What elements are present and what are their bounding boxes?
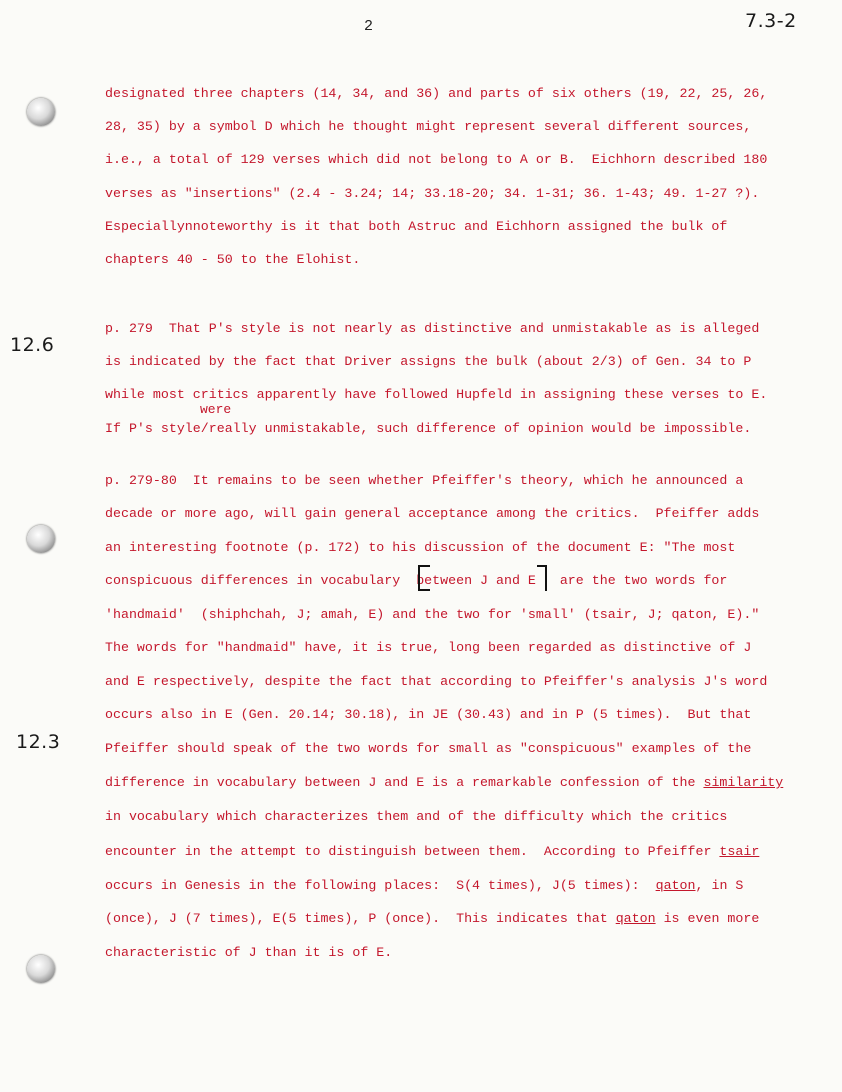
- text-span: encounter in the attempt to distinguish between them. According to Pfeiffer: [105, 844, 720, 859]
- text-span: occurs in Genesis in the following places: S(4 times), J(5 times):: [105, 878, 656, 893]
- text-line: occurs also in E (Gen. 20.14; 30.18), in JE (30.43) and in P (5 times). But that: [105, 707, 752, 722]
- text-line: If P's style/really unmistakable, such difference of opinion would be impossible.: [105, 421, 752, 436]
- text-span: difference in vocabulary between J and E is a remarkable confession of the: [105, 775, 704, 790]
- text-span: is even more: [655, 911, 760, 926]
- text-line: verses as "insertions" (2.4 - 3.24; 14; 33.18-20; 34. 1-31; 36. 1-43; 49. 1-27 ?).: [105, 186, 760, 201]
- text-line: an interesting footnote (p. 172) to his discussion of the document E: "The most: [105, 540, 736, 555]
- margin-note: 12.6: [10, 334, 55, 356]
- text-line: while most critics apparently have followed Hupfeld in assigning these verses to E.: [105, 387, 768, 402]
- text-span: , in S: [695, 878, 744, 893]
- text-line: Pfeiffer should speak of the two words for small as "conspicuous" examples of the: [105, 741, 752, 756]
- text-line: p. 279 That P's style is not nearly as distinctive and unmistakable as is alleged: [105, 321, 760, 336]
- text-line: The words for "handmaid" have, it is true, long been regarded as distinctive of J: [105, 640, 752, 655]
- text-line: characteristic of J than it is of E.: [105, 945, 393, 960]
- handwritten-bracket-left: [418, 565, 430, 591]
- text-line: 'handmaid' (shiphchah, J; amah, E) and the two for 'small' (tsair, J; qaton, E).": [105, 607, 760, 622]
- text-line: decade or more ago, will gain general acceptance among the critics. Pfeiffer adds: [105, 506, 760, 521]
- text-line: 28, 35) by a symbol D which he thought might represent several different sources,: [105, 119, 752, 134]
- page-number: 2: [364, 18, 374, 35]
- handwritten-reference: 7.3-2: [745, 10, 797, 32]
- text-line: p. 279-80 It remains to be seen whether Pfeiffer's theory, which he announced a: [105, 473, 744, 488]
- text-line: chapters 40 - 50 to the Elohist.: [105, 252, 361, 267]
- text-line: is indicated by the fact that Driver assigns the bulk (about 2/3) of Gen. 34 to P: [105, 354, 752, 369]
- text-line: in vocabulary which characterizes them and of the difficulty which the critics: [105, 809, 728, 824]
- punch-hole: [27, 525, 55, 553]
- handwritten-bracket-right: [537, 565, 547, 591]
- text-line: [105, 911, 759, 927]
- text-line: designated three chapters (14, 34, and 36) and parts of six others (19, 22, 25, 26,: [105, 86, 768, 101]
- underlined-word: qaton: [655, 878, 696, 893]
- text-line: i.e., a total of 129 verses which did not belong to A or B. Eichhorn described 180: [105, 152, 768, 167]
- underlined-word: tsair: [719, 844, 760, 859]
- margin-note: 12.3: [16, 731, 61, 753]
- text-line: Especiallynnoteworthy is it that both Astruc and Eichhorn assigned the bulk of: [105, 219, 728, 234]
- underlined-word: qaton: [615, 911, 656, 926]
- text-line: and E respectively, despite the fact that according to Pfeiffer's analysis J's word: [105, 674, 768, 689]
- punch-hole: [27, 955, 55, 983]
- underlined-word: similarity: [703, 775, 784, 790]
- text-line: conspicuous differences in vocabulary between J and E are the two words for: [105, 573, 728, 588]
- text-line: [105, 878, 743, 894]
- text-span: (once), J (7 times), E(5 times), P (once). This indicates that: [105, 911, 616, 926]
- punch-hole: [27, 98, 55, 126]
- text-line: [105, 844, 759, 860]
- insertion-above-line: were: [200, 402, 232, 417]
- text-line: [105, 775, 783, 791]
